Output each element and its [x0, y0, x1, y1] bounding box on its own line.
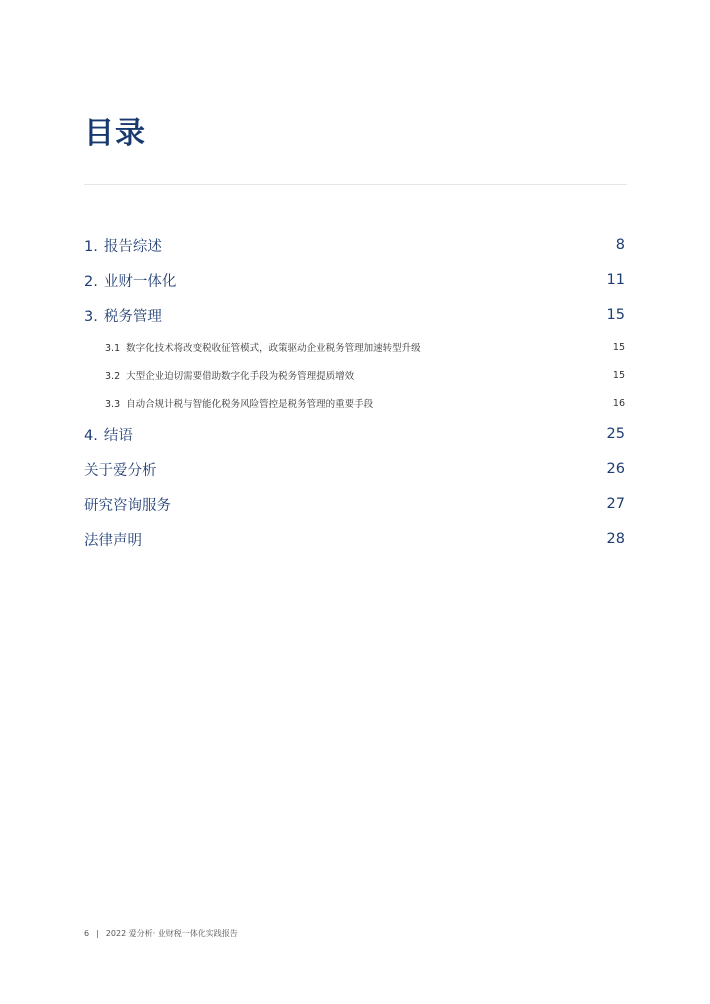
toc-entry-3[interactable] — [84, 304, 627, 326]
toc-entry-page: 27 — [606, 496, 625, 512]
toc-entry-number: 3. — [84, 308, 98, 325]
toc-entry-page: 16 — [612, 397, 625, 409]
toc-entry-text: 研究咨询服务 — [84, 497, 171, 514]
toc-entry-page: 11 — [606, 272, 625, 288]
toc-entry-label — [84, 368, 354, 382]
toc-entry-label — [84, 459, 157, 480]
toc-entry-page: 26 — [606, 461, 625, 477]
toc-entry-text: 大型企业迫切需要借助数字化手段为税务管理提质增效 — [126, 371, 355, 382]
toc-entry-text: 结语 — [103, 427, 133, 444]
toc-entry-number: 2. — [84, 273, 98, 290]
toc-entry-text: 数字化技术将改变税收征管模式，政策驱动企业税务管理加速转型升级 — [126, 343, 421, 354]
toc-entry-page: 28 — [606, 531, 625, 547]
toc-entry-text: 业财一体化 — [103, 273, 177, 290]
table-of-contents — [84, 0, 627, 1004]
toc-entry-text: 法律声明 — [84, 532, 142, 549]
toc-entry-3-3[interactable] — [84, 396, 627, 410]
toc-entry-text: 税务管理 — [103, 308, 162, 325]
toc-entry-number: 3.1 — [105, 343, 121, 354]
page-footer — [84, 928, 238, 939]
footer-page-number: 6 — [84, 929, 90, 938]
toc-entry-label — [84, 340, 421, 354]
toc-entry-label — [84, 235, 162, 256]
toc-entry-3-1[interactable] — [84, 340, 627, 354]
toc-entry-number: 1. — [84, 238, 98, 255]
toc-entry-page: 15 — [612, 341, 625, 353]
toc-entry-number: 3.3 — [105, 399, 121, 410]
toc-entry-research[interactable] — [84, 493, 627, 515]
footer-separator: | — [96, 929, 99, 938]
toc-entry-page: 8 — [615, 237, 625, 253]
toc-entry-legal[interactable] — [84, 528, 627, 550]
toc-entry-label — [84, 396, 373, 410]
toc-entry-4[interactable] — [84, 423, 627, 445]
toc-entry-label — [84, 424, 133, 445]
toc-entry-label — [84, 305, 162, 326]
toc-entry-text: 报告综述 — [103, 238, 162, 255]
toc-entry-3-2[interactable] — [84, 368, 627, 382]
toc-entry-label — [84, 529, 142, 550]
toc-entry-page: 25 — [606, 426, 625, 442]
footer-report-name: 2022 爱分析· 业财税一体化实践报告 — [105, 929, 238, 938]
toc-entry-label — [84, 270, 176, 291]
toc-entry-page: 15 — [612, 369, 625, 381]
toc-entry-1[interactable] — [84, 234, 627, 256]
toc-entry-2[interactable] — [84, 269, 627, 291]
toc-entry-text: 关于爱分析 — [84, 462, 157, 479]
toc-entry-number: 4. — [84, 427, 98, 444]
toc-entry-text: 自动合规计税与智能化税务风险管控是税务管理的重要手段 — [126, 399, 374, 410]
toc-entry-page: 15 — [606, 307, 625, 323]
toc-entry-about[interactable] — [84, 458, 627, 480]
toc-entry-label — [84, 494, 171, 515]
toc-entry-number: 3.2 — [105, 371, 121, 382]
page-title: 目录 — [84, 116, 146, 151]
